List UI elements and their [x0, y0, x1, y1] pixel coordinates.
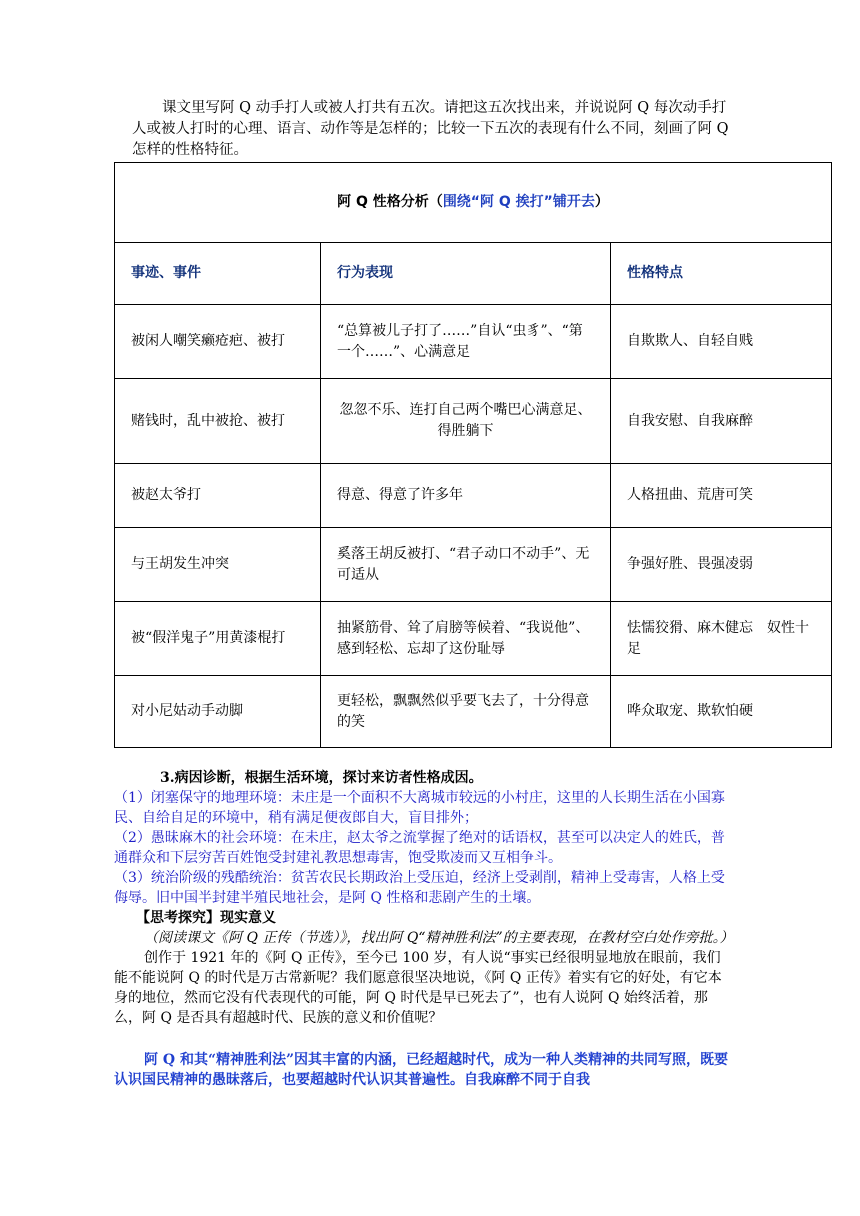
- table-row: [115, 464, 832, 528]
- header-behavior: 行为表现: [321, 243, 611, 305]
- row-trait: 怯懦狡猾、麻木健忘 奴性十足: [611, 602, 832, 676]
- explore-note: （阅读课文《阿 Q 正传（节选）》，找出阿 Q“精神胜利法”的主要表现，在教材空白处作旁批。）: [144, 930, 734, 946]
- cause-item: （2）愚昧麻木的社会环境：在未庄，赵太爷之流掌握了绝对的话语权，甚至可以决定人的姓氏，普通群众和下层穷苦百姓饱受封建礼教思想毒害，饱受欺凌而又互相争斗。: [114, 830, 725, 866]
- character-analysis-table: [114, 162, 832, 748]
- explore-answer: 阿 Q 和其“精神胜利法”因其丰富的内涵，已经超越时代，成为一种人类精神的共同写照，既要认识国民精神的愚昧落后，也要超越时代认识其普遍性。自我麻醉不同于自我: [114, 1052, 729, 1088]
- table-row: [115, 379, 832, 464]
- row-behavior: 抽紧筋骨、耸了肩膀等候着、“我说他”、感到轻松、忘却了这份耻辱: [321, 602, 611, 676]
- table-title: 阿 Q 性格分析（围绕“阿 Q 挨打”铺开去）: [115, 163, 832, 243]
- table-title-row: [115, 163, 832, 243]
- row-trait: 哗众取宠、欺软怕硬: [611, 676, 832, 748]
- table-title-highlight: 围绕“阿 Q 挨打”铺开去: [442, 194, 595, 210]
- table-row: [115, 305, 832, 379]
- row-event: 赌钱时，乱中被抢、被打: [115, 379, 321, 464]
- row-event: 对小尼姑动手动脚: [115, 676, 321, 748]
- header-trait: 性格特点: [611, 243, 832, 305]
- cause-item: （1）闭塞保守的地理环境：未庄是一个面积不大离城市较远的小村庄，这里的人长期生活在小国寡民、自给自足的环境中，稍有满足便夜郎自大，盲目排外；: [114, 790, 725, 826]
- section-explore: [114, 908, 734, 1090]
- cause-item: （3）统治阶级的残酷统治：贫苦农民长期政治上受压迫，经济上受剥削，精神上受毒害，人格上受侮辱。旧中国半封建半殖民地社会，是阿 Q 性格和悲剧产生的土壤。: [114, 870, 725, 906]
- table-row: [115, 676, 832, 748]
- row-behavior: “总算被儿子打了……”自认“虫豸”、“第一个……”、心满意足: [321, 305, 611, 379]
- section-heading: 3.病因诊断，根据生活环境，探讨来访者性格成因。: [160, 770, 483, 786]
- header-event: 事迹、事件: [115, 243, 321, 305]
- row-behavior: 得意、得意了许多年: [321, 464, 611, 528]
- row-trait: 自欺欺人、自轻自贱: [611, 305, 832, 379]
- row-event: 被闲人嘲笑癞疮疤、被打: [115, 305, 321, 379]
- row-event: 与王胡发生冲突: [115, 528, 321, 602]
- explore-heading: 【思考探究】现实意义: [136, 910, 276, 926]
- section-diagnosis: [114, 768, 734, 908]
- row-behavior: 更轻松，飘飘然似乎要飞去了，十分得意的笑: [321, 676, 611, 748]
- intro-paragraph: 课文里写阿 Q 动手打人或被人打共有五次。请把这五次找出来，并说说阿 Q 每次动手打人或被人打时的心理、语言、动作等是怎样的；比较一下五次的表现有什么不同，刻画了阿 Q 怎样的性格特征。: [132, 100, 729, 158]
- row-event: 被赵太爷打: [115, 464, 321, 528]
- row-trait: 自我安慰、自我麻醉: [611, 379, 832, 464]
- row-behavior: 奚落王胡反被打、“君子动口不动手”、无可适从: [321, 528, 611, 602]
- table-header-row: [115, 243, 832, 305]
- row-event: 被“假洋鬼子”用黄漆棍打: [115, 602, 321, 676]
- table-row: [115, 602, 832, 676]
- table-row: [115, 528, 832, 602]
- row-behavior: 忽忽不乐、连打自己两个嘴巴心满意足、得胜躺下: [321, 379, 611, 464]
- row-trait: 人格扭曲、荒唐可笑: [611, 464, 832, 528]
- row-trait: 争强好胜、畏强凌弱: [611, 528, 832, 602]
- explore-paragraph: 创作于 1921 年的《阿 Q 正传》，至今已 100 岁，有人说“事实已经很明显地放在眼前，我们能不能说阿 Q 的时代是万古常新呢？我们愿意很坚决地说，《阿 Q 正传》着实有它的好处，有它本身的地位，然而它没有代表现代的可能，阿 Q 时代是早已死去了”，也有人说阿 Q 始终活着，那么，阿 Q 是否具有超越时代、民族的意义和价值呢？: [114, 950, 722, 1026]
